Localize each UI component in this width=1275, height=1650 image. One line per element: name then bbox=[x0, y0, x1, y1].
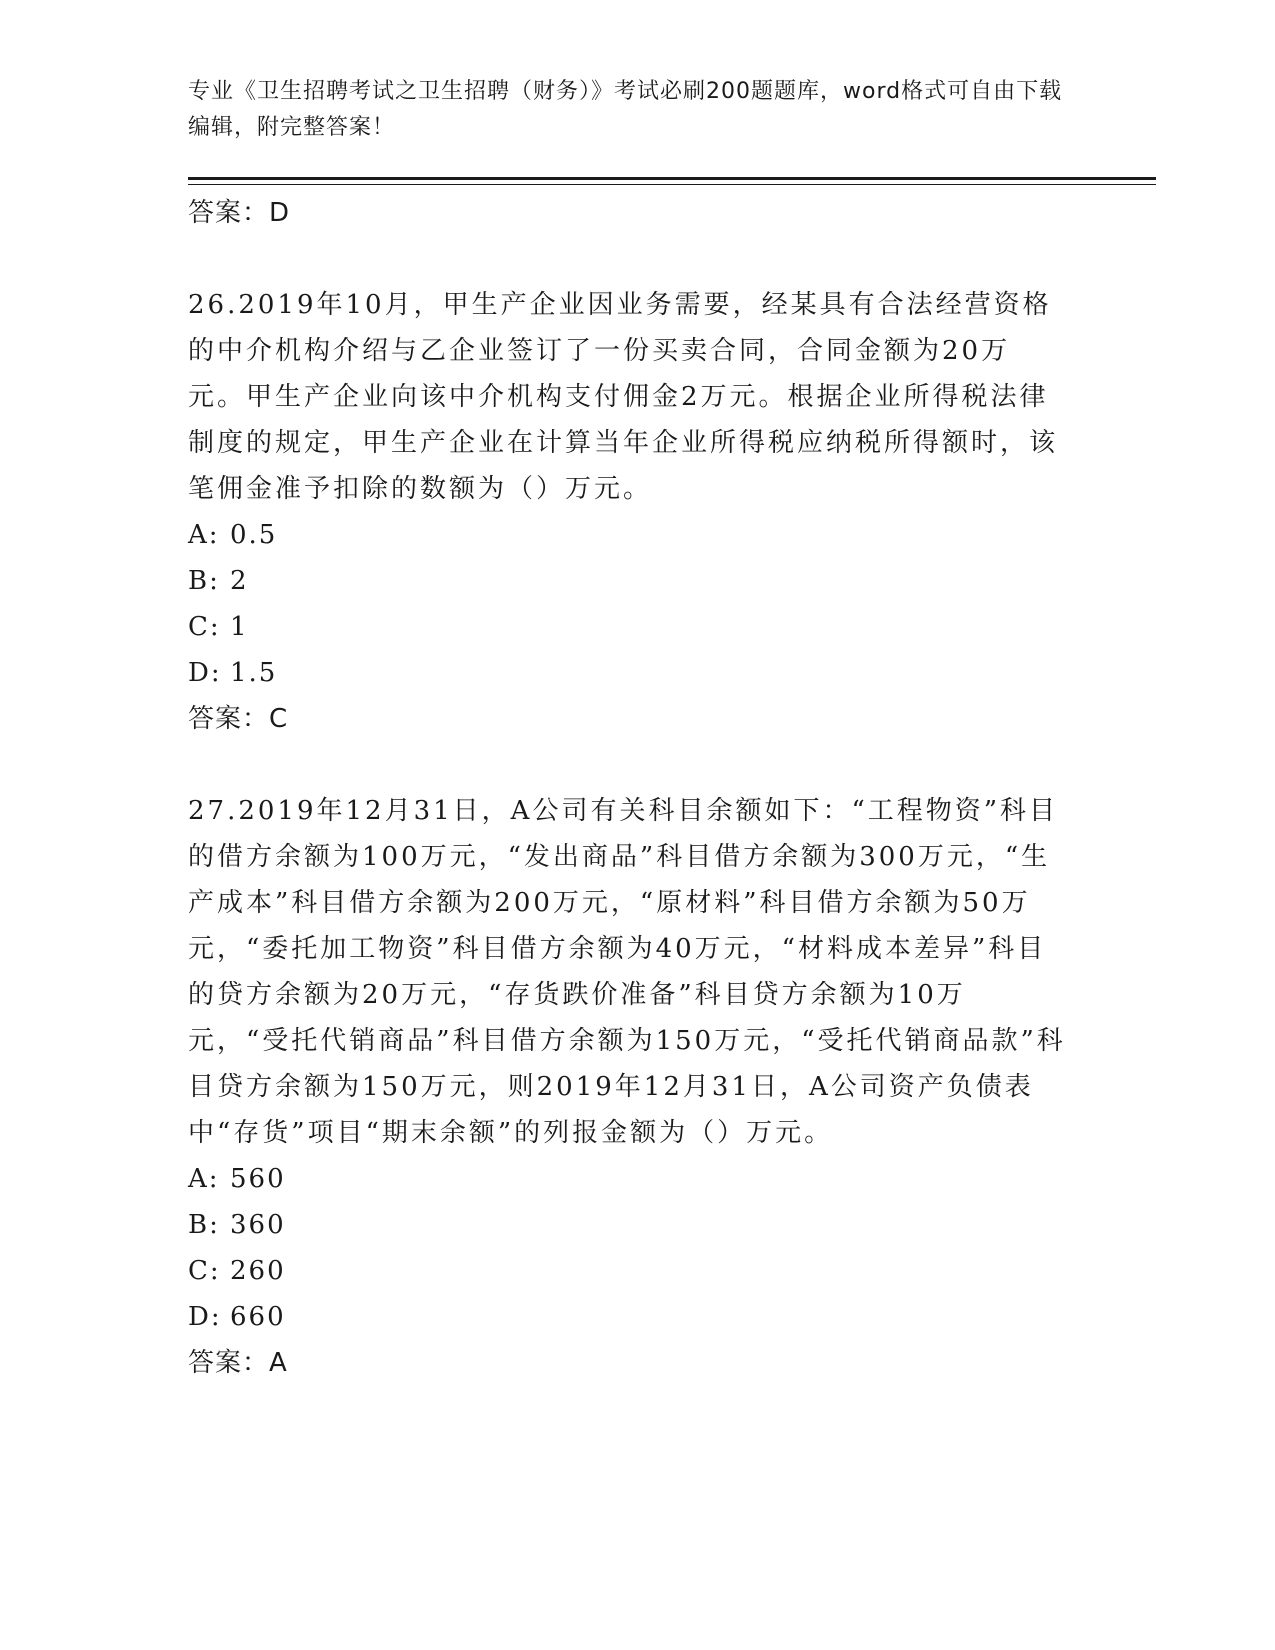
header-rule-thick bbox=[188, 177, 1156, 180]
option-value: 260 bbox=[230, 1256, 286, 1286]
question-answer: 答案：A bbox=[188, 1348, 288, 1378]
question-text: 27.2019年12月31日，A公司有关科目余额如下：“工程物资”科目的借方余额为100万元，“发出商品”科目借方余额为300万元，“生产成本”科目借方余额为200万元，“原材料”科目借方余额为50万元，“委托加工物资”科目借方余额为40万元，“材料成本差异”科目的贷方余额为20万元，“存货跌价准备”科目贷方余额为10万元，“受托代销商品”科目借方余额为150万元，“受托代销商品款”科目贷方余额为150万元，则2019年12月31日，A公司资产负债表中“存货”项目“期末余额”的列报金额为（）万元。 bbox=[188, 796, 1066, 1148]
option-item bbox=[188, 512, 1068, 558]
option-label: B: bbox=[188, 1210, 220, 1240]
option-value: 560 bbox=[230, 1164, 286, 1194]
option-item bbox=[188, 604, 1068, 650]
option-value: 2 bbox=[230, 566, 249, 596]
option-label: C: bbox=[188, 1256, 221, 1286]
option-item bbox=[188, 558, 1068, 604]
option-item bbox=[188, 650, 1068, 696]
option-value: 0.5 bbox=[230, 520, 278, 550]
document-body bbox=[188, 190, 1068, 1386]
page-header: 专业《卫生招聘考试之卫生招聘（财务）》考试必刷200题题库，word格式可自由下载编辑，附完整答案！ bbox=[188, 79, 1063, 140]
header-rule-thin bbox=[188, 184, 1156, 185]
option-label: D: bbox=[188, 658, 222, 688]
option-label: C: bbox=[188, 612, 221, 642]
option-item bbox=[188, 1202, 1068, 1248]
option-label: B: bbox=[188, 566, 220, 596]
previous-answer: 答案：D bbox=[188, 198, 291, 228]
option-value: 1 bbox=[230, 612, 249, 642]
option-value: 660 bbox=[230, 1302, 286, 1332]
question-text: 26.2019年10月，甲生产企业因业务需要，经某具有合法经营资格的中介机构介绍与乙企业签订了一份买卖合同，合同金额为20万元。甲生产企业向该中介机构支付佣金2万元。根据企业所得税法律制度的规定，甲生产企业在计算当年企业所得税应纳税所得额时，该笔佣金准予扣除的数额为（）万元。 bbox=[188, 290, 1059, 504]
option-item bbox=[188, 1248, 1068, 1294]
option-label: A: bbox=[188, 520, 220, 550]
option-label: D: bbox=[188, 1302, 222, 1332]
option-label: A: bbox=[188, 1164, 220, 1194]
option-item bbox=[188, 1156, 1068, 1202]
option-value: 360 bbox=[230, 1210, 286, 1240]
option-value: 1.5 bbox=[230, 658, 278, 688]
option-item bbox=[188, 1294, 1068, 1340]
question-answer: 答案：C bbox=[188, 704, 289, 734]
